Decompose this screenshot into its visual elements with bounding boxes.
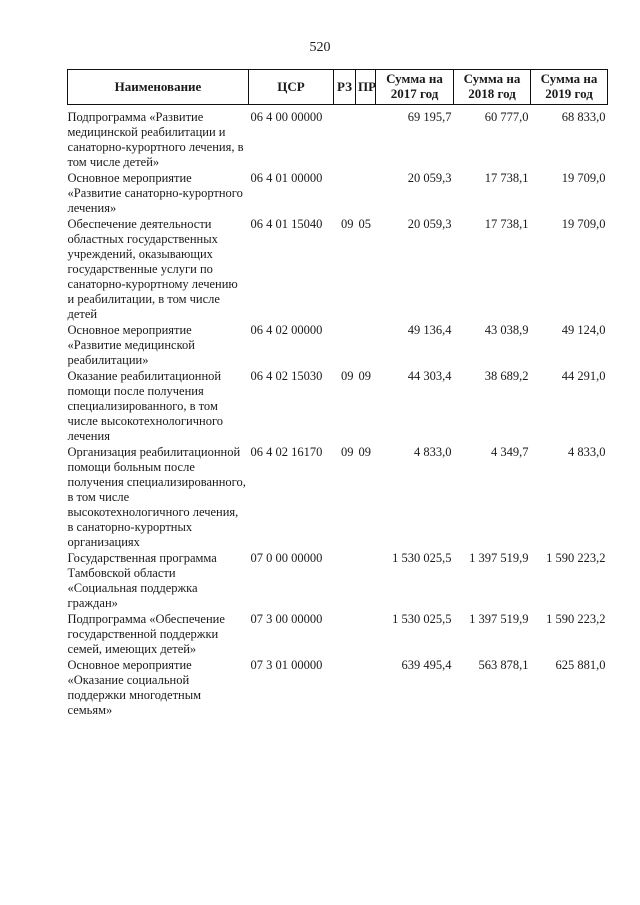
header-code: ЦСР [249, 70, 334, 105]
row-sum-2019: 4 833,0 [568, 445, 606, 459]
row-rz [334, 551, 356, 612]
row-pr [356, 658, 376, 719]
row-rz: 09 [341, 217, 354, 231]
row-code: 07 3 00 00000 [250, 612, 323, 626]
row-code: 06 4 02 16170 [250, 445, 323, 459]
row-sum-2017: 69 195,7 [407, 110, 452, 124]
table-row [68, 612, 608, 658]
row-pr: 09 [358, 369, 371, 383]
row-name: Основное мероприятие «Развитие санаторно-курортного лечения» [67, 171, 243, 215]
table-row [68, 323, 608, 369]
row-code: 06 4 01 00000 [250, 171, 323, 185]
row-sum-2017: 20 059,3 [407, 171, 452, 185]
row-code: 06 4 02 15030 [250, 369, 323, 383]
row-code: 06 4 02 00000 [250, 323, 323, 337]
table-header-row [68, 70, 608, 105]
row-name: Государственная программа Тамбовской области «Социальная поддержка граждан» [67, 551, 217, 610]
row-sum-2018: 1 397 519,9 [469, 551, 529, 565]
row-sum-2018: 17 738,1 [484, 217, 529, 231]
row-rz [334, 110, 356, 171]
row-pr [356, 171, 376, 217]
row-name: Подпрограмма «Развитие медицинской реабилитации и санаторно-курортного лечения, в том числе детей» [67, 110, 244, 169]
row-sum-2017: 49 136,4 [407, 323, 452, 337]
row-sum-2019: 1 590 223,2 [546, 551, 606, 565]
row-sum-2019: 1 590 223,2 [546, 612, 606, 626]
row-pr [356, 323, 376, 369]
table-row [68, 658, 608, 719]
row-sum-2017: 20 059,3 [407, 217, 452, 231]
page-number: 520 [309, 40, 331, 55]
budget-table [67, 69, 608, 719]
row-sum-2018: 38 689,2 [484, 369, 529, 383]
row-rz [334, 658, 356, 719]
row-pr: 09 [358, 445, 371, 459]
row-sum-2017: 44 303,4 [407, 369, 452, 383]
row-sum-2018: 1 397 519,9 [469, 612, 529, 626]
header-pr: ПР [356, 70, 376, 105]
row-name: Обеспечение деятельности областных государственных учреждений, оказывающих государственные услуги по санаторно-курортному лечению и реабилитации, в том числе детей [67, 217, 238, 321]
row-name: Подпрограмма «Обеспечение государственной поддержки семей, имеющих детей» [67, 612, 225, 656]
row-sum-2018: 60 777,0 [484, 110, 529, 124]
row-sum-2018: 563 878,1 [478, 658, 529, 672]
row-sum-2017: 1 530 025,5 [392, 612, 452, 626]
row-rz: 09 [341, 445, 354, 459]
row-sum-2017: 639 495,4 [401, 658, 452, 672]
row-sum-2018: 43 038,9 [484, 323, 529, 337]
row-sum-2019: 68 833,0 [561, 110, 606, 124]
row-sum-2017: 1 530 025,5 [392, 551, 452, 565]
row-sum-2019: 19 709,0 [561, 171, 606, 185]
header-name: Наименование [68, 70, 249, 105]
row-code: 06 4 01 15040 [250, 217, 323, 231]
header-sum-2019: Сумма на 2019 год [531, 70, 608, 105]
row-name: Основное мероприятие «Развитие медицинской реабилитации» [67, 323, 195, 367]
row-sum-2019: 625 881,0 [555, 658, 606, 672]
row-pr: 05 [358, 217, 371, 231]
table-row [68, 217, 608, 323]
row-pr [356, 110, 376, 171]
row-sum-2017: 4 833,0 [414, 445, 452, 459]
table-row [68, 551, 608, 612]
row-name: Оказание реабилитационной помощи после получения специализированного, в том числе высокотехнологичного лечения [67, 369, 224, 443]
row-sum-2018: 4 349,7 [491, 445, 529, 459]
table-row [68, 369, 608, 445]
row-code: 07 0 00 00000 [250, 551, 323, 565]
row-rz [334, 323, 356, 369]
table-row [68, 171, 608, 217]
row-sum-2019: 49 124,0 [561, 323, 606, 337]
header-sum-2018: Сумма на 2018 год [454, 70, 531, 105]
row-name: Основное мероприятие «Оказание социальной поддержки многодетным семьям» [67, 658, 202, 717]
table-row [68, 110, 608, 171]
row-code: 06 4 00 00000 [250, 110, 323, 124]
row-pr [356, 612, 376, 658]
table-row [68, 445, 608, 551]
row-rz [334, 171, 356, 217]
header-sum-2017: Сумма на 2017 год [376, 70, 454, 105]
row-pr [356, 551, 376, 612]
row-sum-2019: 44 291,0 [561, 369, 606, 383]
row-code: 07 3 01 00000 [250, 658, 323, 672]
header-rz: РЗ [334, 70, 356, 105]
row-name: Организация реабилитационной помощи больным после получения специализированного, в том числе высокотехнологичного лечения, в санаторно-курортных организациях [67, 445, 246, 549]
row-rz: 09 [341, 369, 354, 383]
row-rz [334, 612, 356, 658]
row-sum-2018: 17 738,1 [484, 171, 529, 185]
row-sum-2019: 19 709,0 [561, 217, 606, 231]
